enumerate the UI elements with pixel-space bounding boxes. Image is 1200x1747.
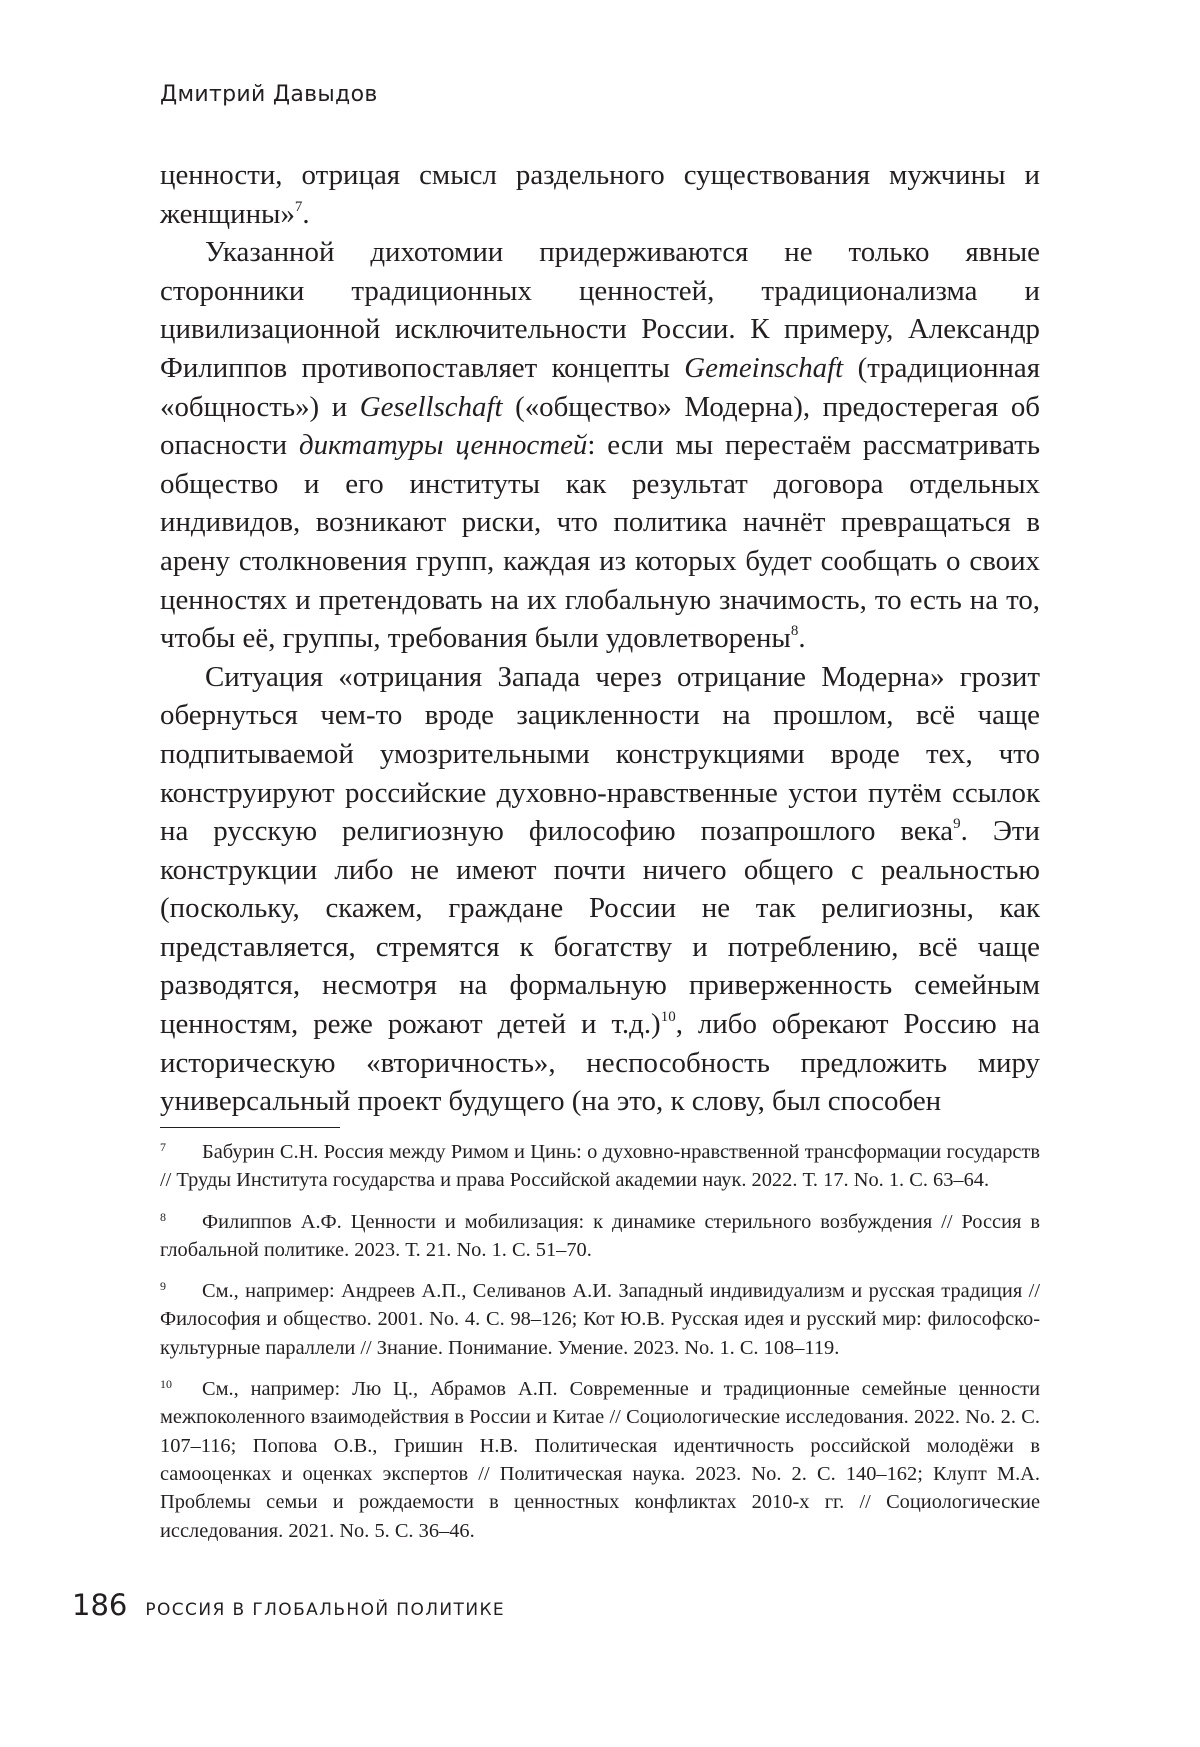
footnote-ref-7: 7 <box>294 198 303 215</box>
footnote-number: 7 <box>160 1140 166 1154</box>
footnote-number: 9 <box>160 1279 166 1294</box>
footnote-7 <box>160 1138 1040 1195</box>
footnote-text: Бабурин С.Н. Россия между Римом и Цинь: о духовно-нравственной трансформации государств // Труды Института государства и права Российской академии наук. 2022. Т. 17. No. 1. С. 63–64. <box>160 1141 1040 1192</box>
paragraph-2-text-4: : если мы перестаём рассматривать общество и его институты как результат договора отдельных индивидов, возникают риски, что политика начнёт превращаться в арену столкновения групп, каждая из которых будет сообщать о своих ценностях и претендовать на их глобальную значимость, то есть на то, чтобы её, группы, требования были удовлетворены <box>160 429 1041 655</box>
footnote-10 <box>160 1375 1040 1545</box>
footnote-number: 10 <box>160 1377 172 1392</box>
main-text <box>160 156 1040 1121</box>
running-head-author: Дмитрий Давыдов <box>160 82 378 107</box>
footnote-text: Филиппов А.Ф. Ценности и мобилизация: к динамике стерильного возбуждения // Россия в глобальной политике. 2023. Т. 21. No. 1. С. 51–70. <box>160 1210 1040 1261</box>
paragraph-2-text-3: («общество» Модерна), предостерегая об опасности <box>160 390 1040 462</box>
footnote-ref-10: 10 <box>660 1009 676 1026</box>
paragraph-2 <box>160 233 1040 658</box>
paragraph-3 <box>160 658 1040 1121</box>
paragraph-2-text-2: (традиционная «общность») и <box>160 351 1040 423</box>
footnote-ref-9: 9 <box>953 816 961 833</box>
page-number: 186 <box>72 1588 128 1622</box>
journal-name: РОССИЯ В ГЛОБАЛЬНОЙ ПОЛИТИКЕ <box>145 1600 506 1620</box>
footnote-separator <box>160 1127 340 1128</box>
paragraph-3-text-3: , либо обрекают Россию на историческую «вторичность», неспособность предложить миру универсальный проект будущего (на это, к слову, был способен <box>160 1008 1040 1118</box>
footnote-8 <box>160 1208 1040 1265</box>
page-footer <box>72 1588 505 1628</box>
footnote-number: 8 <box>160 1209 166 1224</box>
paragraph-2-end: . <box>798 622 806 655</box>
paragraph-2-text-1: Указанной дихотомии придерживаются не только явные сторонники традиционных ценностей, традиционализма и цивилизационной исключительности России. К примеру, Александр Филиппов противопоставляет концепты <box>160 236 1040 384</box>
paragraph-3-text-1: Ситуация «отрицания Запада через отрицание Модерна» грозит обернуться чем-то вроде зацикленности на прошлом, всё чаще подпитываемой умозрительными конструкциями вроде тех, что конструируют российские духовно-нравственные устои путём ссылок на русскую религиозную философию позапрошлого века <box>160 660 1040 848</box>
term-dictatorship-of-values: диктатуры ценностей <box>298 429 588 462</box>
paragraph-1-text: ценности, отрицая смысл раздельного существования мужчины и женщины» <box>160 159 1040 230</box>
footnotes <box>160 1138 1040 1558</box>
paragraph-1 <box>160 156 1040 233</box>
footnote-text: См., например: Андреев А.П., Селиванов А.И. Западный индивидуализм и русская традиция // Философия и общество. 2001. No. 4. С. 98–126; Кот Ю.В. Русская идея и русский мир: философско-культурные параллели // Знание. Понимание. Умение. 2023. No. 1. С. 108–119. <box>160 1280 1040 1359</box>
paragraph-1-end: . <box>302 197 310 230</box>
footnote-ref-8: 8 <box>790 623 799 640</box>
term-gemeinschaft: Gemeinschaft <box>684 351 844 384</box>
footnote-9 <box>160 1277 1040 1362</box>
footnote-text: См., например: Лю Ц., Абрамов А.П. Современные и традиционные семейные ценности межпоколенного взаимодействия в России и Китае // Социологические исследования. 2022. No. 2. С. 107–116; Попова О.В., Гришин Н.В. Политическая идентичность российской молодёжи в самооценках и оценках экспертов // Политическая наука. 2023. No. 2. С. 140–162; Клупт М.А. Проблемы семьи и рождаемости в ценностных конфликтах 2010-х гг. // Социологические исследования. 2021. No. 5. С. 36–46. <box>160 1378 1040 1542</box>
term-gesellschaft: Gesellschaft <box>359 390 503 423</box>
paragraph-3-text-2: . Эти конструкции либо не имеют почти ничего общего с реальностью (поскольку, скажем, граждане России не так религиозны, как представляется, стремятся к богатству и потреблению, всё чаще разводятся, несмотря на формальную приверженность семейным ценностям, реже рожают детей и т.д.) <box>160 815 1040 1041</box>
